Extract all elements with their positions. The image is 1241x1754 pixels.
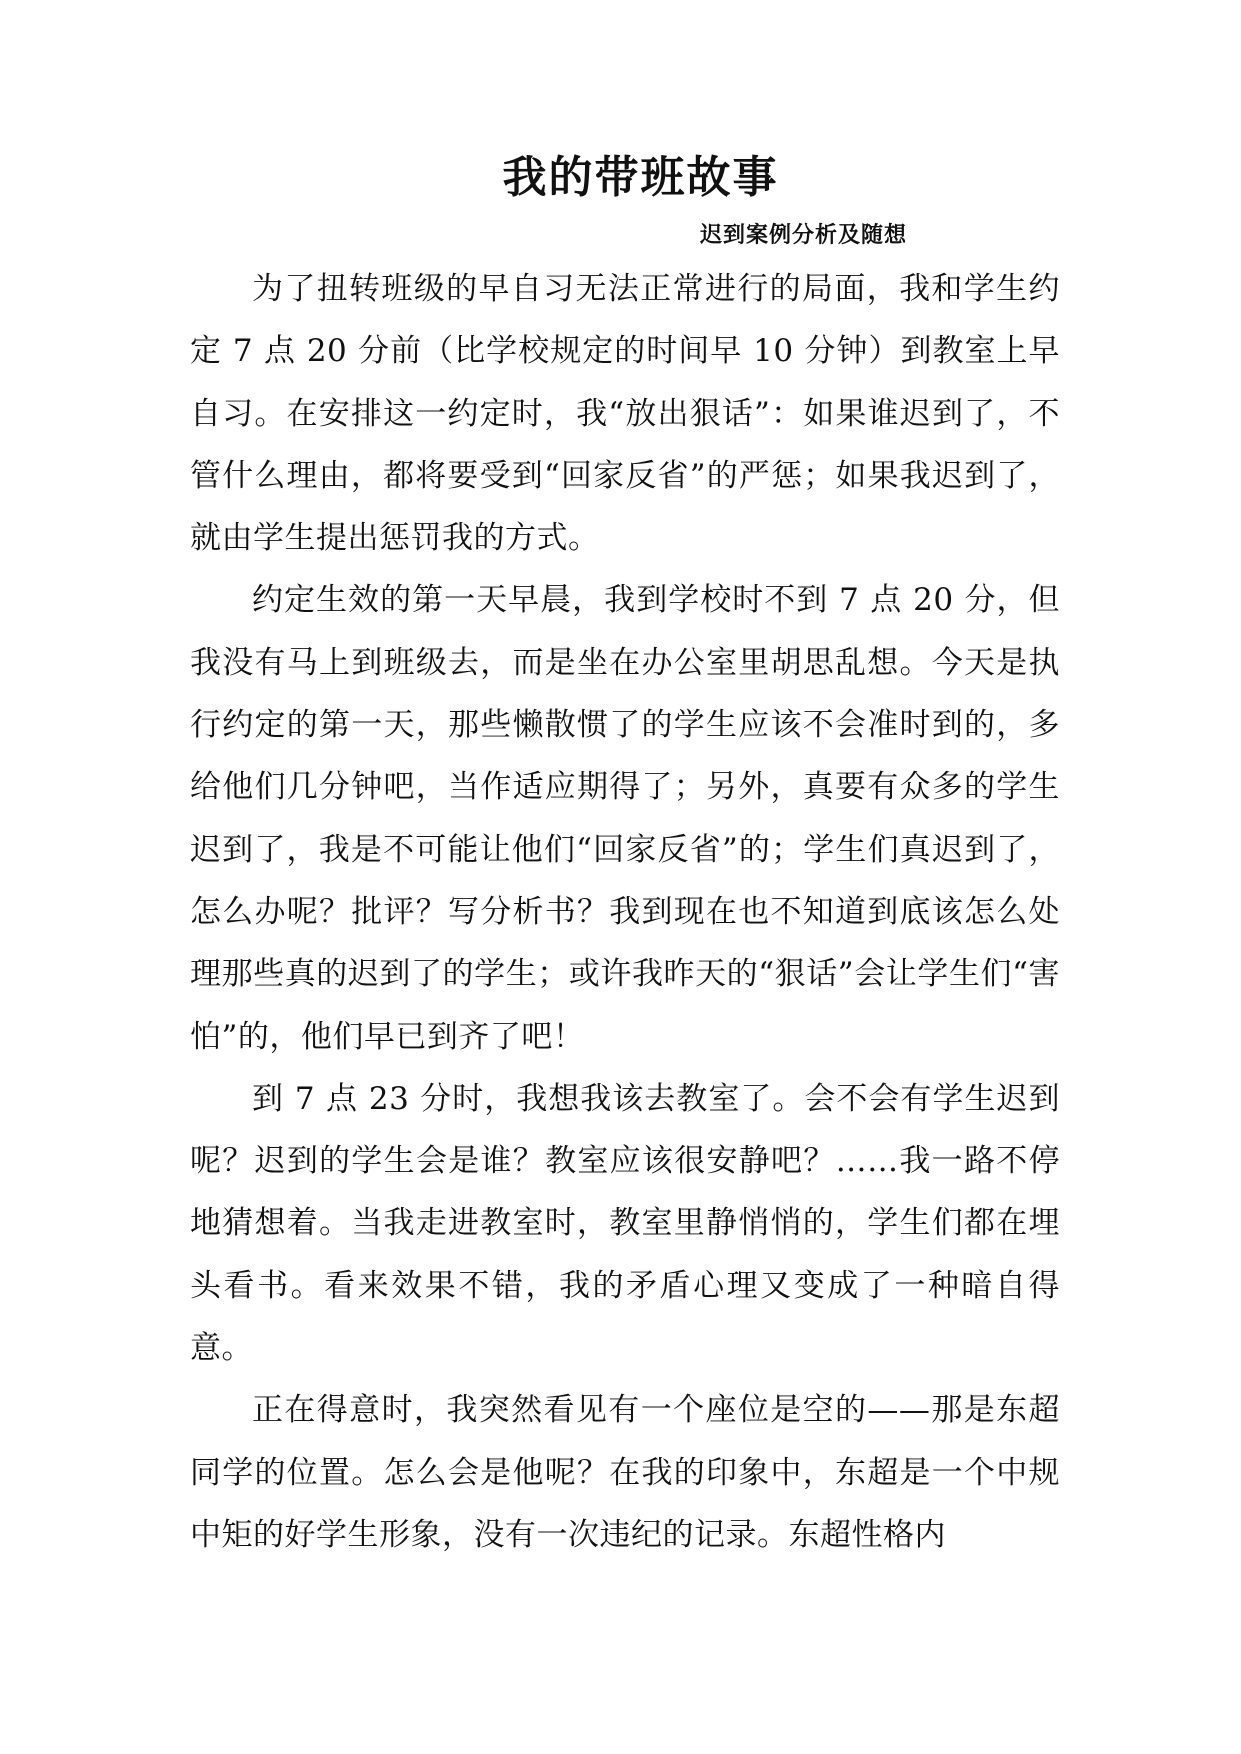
paragraph-2: 约定生效的第一天早晨，我到学校时不到 7 点 20 分，但我没有马上到班级去，而是坐在办公室里胡思乱想。今天是执行约定的第一天，那些懒散惯了的学生应该不会准时到的，多给他们几分钟吧，当作适应期得了；另外，真要有众多的学生迟到了，我是不可能让他们“回家反省”的；学生们真迟到了，怎么办呢？批评？写分析书？我到现在也不知道到底该怎么处理那些真的迟到了的学生；或许我昨天的“狠话”会让学生们“害怕”的，他们早已到齐了吧！ [190,582,1060,1055]
body-text [190,258,1060,1566]
page-title: 我的带班故事 [502,152,779,203]
paragraph-1: 为了扭转班级的早自习无法正常进行的局面，我和学生约定 7 点 20 分前（比学校规定的时间早 10 分钟）到教室上早自习。在安排这一约定时，我“放出狠话”：如果谁迟到了，不管什么理由，都将要受到“回家反省”的严惩；如果我迟到了，就由学生提出惩罚我的方式。 [190,271,1060,557]
paragraph-3: 到 7 点 23 分时，我想我该去教室了。会不会有学生迟到呢？迟到的学生会是谁？教室应该很安静吧？……我一路不停地猜想着。当我走进教室时，教室里静悄悄的，学生们都在埋头看书。看来效果不错，我的矛盾心理又变成了一种暗自得意。 [190,1080,1060,1367]
paragraph-4: 正在得意时，我突然看见有一个座位是空的——那是东超同学的位置。怎么会是他呢？在我的印象中，东超是一个中规中矩的好学生形象，没有一次违纪的记录。东超性格内 [190,1392,1060,1553]
page-subtitle: 迟到案例分析及随想 [700,222,908,248]
